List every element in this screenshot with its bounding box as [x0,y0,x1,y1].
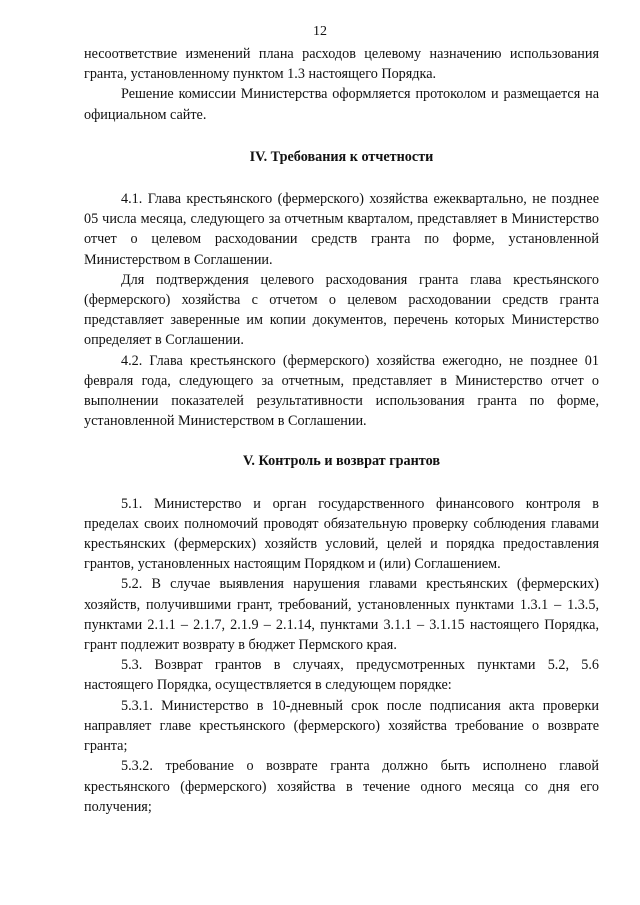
paragraph-commission-decision: Решение комиссии Министерства оформляется протоколом и размещается на официальном сайте. [84,86,599,123]
paragraph-4-1: 4.1. Глава крестьянского (фермерского) хозяйства ежеквартально, не позднее 05 числа месяца, следующего за отчетным кварталом, представляет в Министерство отчет о целевом расходовании средств гранта по форме, установленной Министерством в Соглашении. [84,191,599,268]
paragraph-continuation: несоответствие изменений плана расходов целевому назначению использования гранта, установленному пунктом 1.3 настоящего Порядка. [84,46,599,83]
paragraph-4-2: 4.2. Глава крестьянского (фермерского) хозяйства ежегодно, не позднее 01 февраля года, следующего за отчетным, представляет в Министерство отчет о выполнении показателей результативности использования гранта по форме, установленной Министерством в Соглашении. [84,352,599,430]
paragraph-5-3-2: 5.3.2. требование о возврате гранта должно быть исполнено главой крестьянского (фермерского) хозяйства в течение одного месяца со дня его получения; [84,758,599,815]
section-heading-reporting: IV. Требования к отчетности [249,148,434,165]
document-body [84,44,599,817]
paragraph-5-3: 5.3. Возврат грантов в случаях, предусмотренных пунктами 5.2, 5.6 настоящего Порядка, осуществляется в следующем порядке: [84,657,599,694]
section-heading-control: V. Контроль и возврат грантов [243,453,440,470]
paragraph-4-1-confirmation: Для подтверждения целевого расходования гранта глава крестьянского (фермерского) хозяйства с отчетом о целевом расходовании средств гранта представляет заверенные им копии документов, перечень которых Министерство определяет в Соглашении. [84,271,599,349]
paragraph-5-3-1: 5.3.1. Министерство в 10-дневный срок после подписания акта проверки направляет главе крестьянского (фермерского) хозяйства требование о возврате гранта; [84,697,599,755]
paragraph-5-1: 5.1. Министерство и орган государственного финансового контроля в пределах своих полномочий проводят обязательную проверку соблюдения главами крестьянских (фермерских) хозяйств условий, целей и порядка предоставления грантов, установленных настоящим Порядком и (или) Соглашением. [84,495,599,573]
paragraph-5-2: 5.2. В случае выявления нарушения главами крестьянских (фермерских) хозяйств, получившими грант, требований, установленных пунктами 1.3.1 – 1.3.5, пунктами 2.1.1 – 2.1.7, 2.1.9 – 2.1.14, пунктами 3.1.1 – 3.1.15 настоящего Порядка, грант подлежит возврату в бюджет Пермского края. [84,576,599,654]
page-number: 12 [313,24,327,39]
